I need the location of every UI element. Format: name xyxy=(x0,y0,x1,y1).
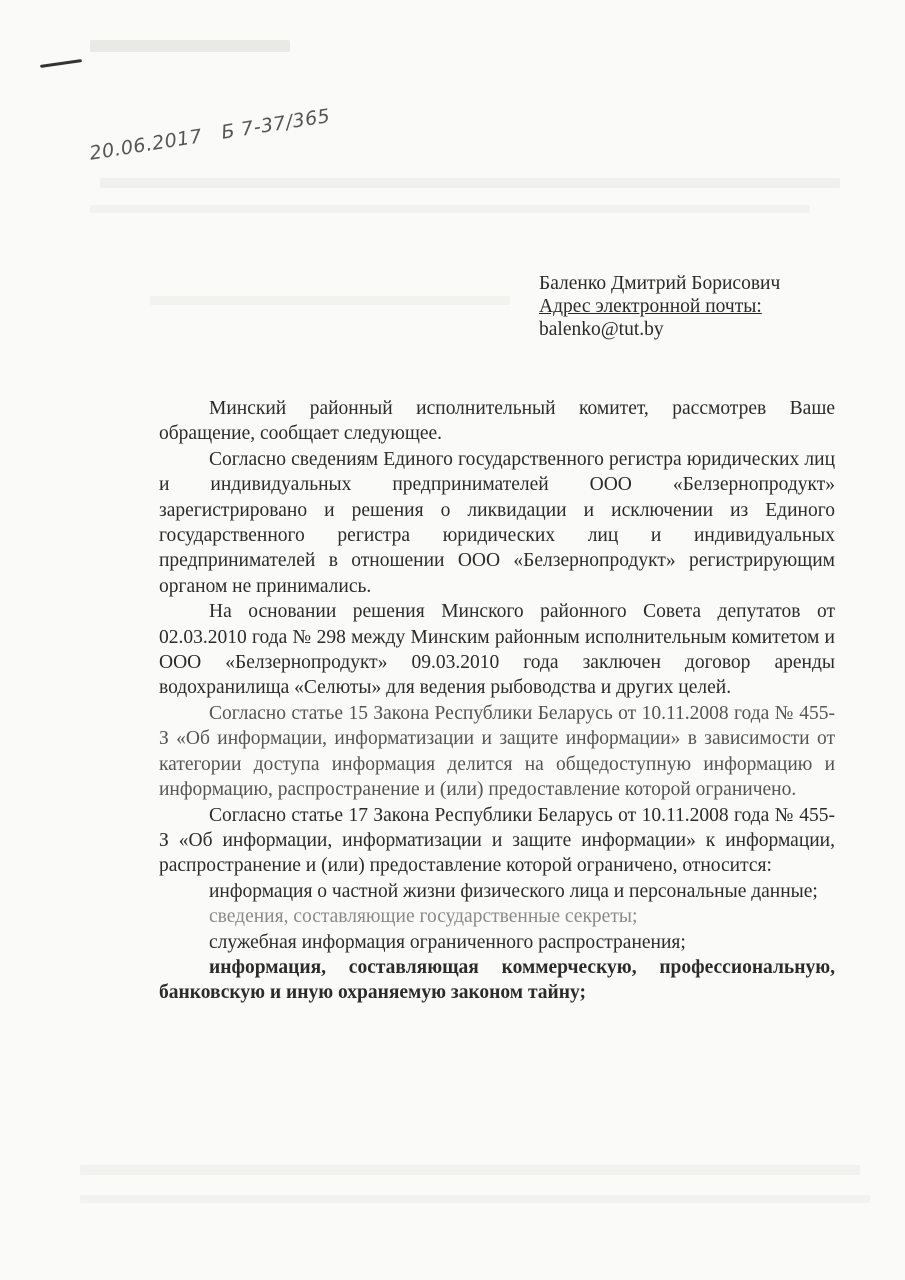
email-label: Адрес электронной почты: xyxy=(539,296,762,317)
letter-body xyxy=(159,396,835,1006)
pen-mark xyxy=(40,59,82,68)
addressee-name: Баленко Дмитрий Борисович xyxy=(539,273,781,294)
list-item-commercial-secret: информация, составляющая коммерческую, профессиональную, банковскую и иную охраняемую законом тайну; xyxy=(159,956,835,1004)
registration-stamp xyxy=(88,105,332,165)
paragraph-lease: На основании решения Минского районного Совета депутатов от 02.03.2010 года № 298 между Минским районным исполнительным комитетом и ООО «Белзернопродукт» 09.03.2010 года заключен договор аренды водохранилища «Селюты» для ведения рыбоводства и других целей. xyxy=(159,601,835,699)
addressee-block xyxy=(539,272,780,341)
scan-artifact xyxy=(80,1165,860,1175)
list-item-state-secrets: сведения, составляющие государственные секреты; xyxy=(209,906,638,928)
list-item-private-life: информация о частной жизни физического лица и персональные данные; xyxy=(209,880,818,902)
scan-artifact xyxy=(80,1195,870,1203)
scan-artifact xyxy=(100,178,840,188)
stamp-date: 20.06.2017 xyxy=(88,125,204,165)
paragraph-registry: Согласно сведениям Единого государственного регистра юридических лиц и индивидуальных предпринимателей ООО «Белзернопродукт» зарегистрировано и решения о ликвидации и исключении из Единого государственного регистра юридических лиц и индивидуальных предпринимателей в отношении ООО «Белзернопродукт» регистрирующим органом не принимались. xyxy=(159,448,835,597)
paragraph-article-15: Согласно статье 15 Закона Республики Беларусь от 10.11.2008 года № 455-З «Об информации, информатизации и защите информации» в зависимости от категории доступа информация делится на общедоступную информацию и информацию, распространение и (или) предоставление которой ограничено. xyxy=(159,702,835,801)
scan-artifact xyxy=(90,205,810,213)
stamp-number: Б 7-37/365 xyxy=(219,104,332,144)
scan-artifact xyxy=(90,40,290,52)
email-address: balenko@tut.by xyxy=(539,319,664,340)
list-item-official-info: служебная информация ограниченного распространения; xyxy=(209,931,686,953)
paragraph-article-17: Согласно статье 17 Закона Республики Беларусь от 10.11.2008 года № 455-З «Об информации, информатизации и защите информации» к информации, распространение и (или) предоставление которой ограничено, относится: xyxy=(159,804,835,877)
paragraph-intro: Минский районный исполнительный комитет, рассмотрев Ваше обращение, сообщает следующее. xyxy=(159,398,835,445)
scan-artifact xyxy=(150,296,510,305)
